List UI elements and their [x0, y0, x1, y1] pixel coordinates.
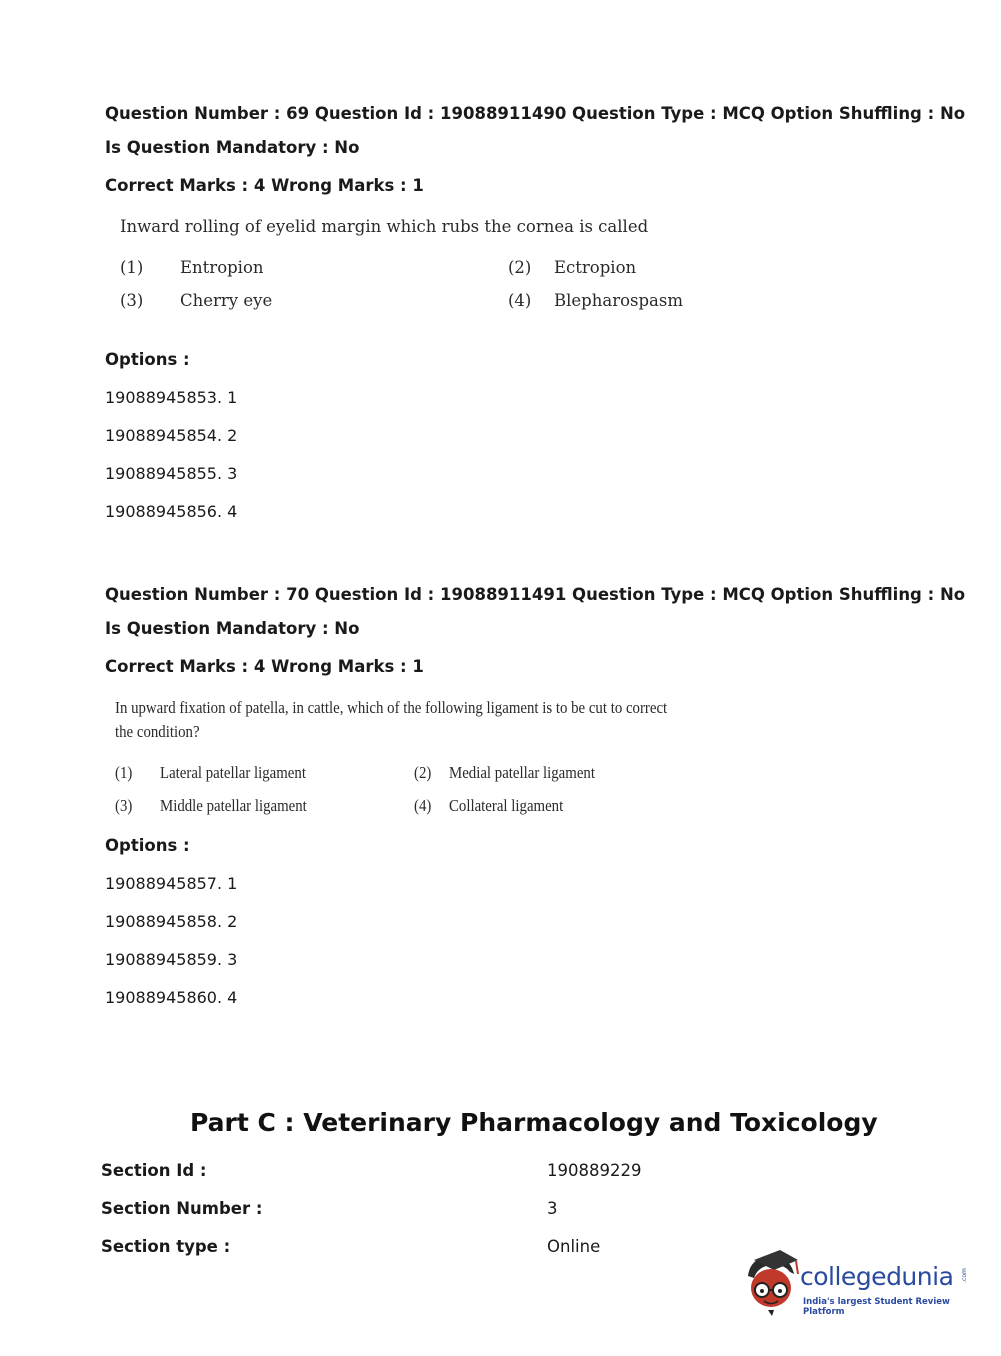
- q69-options-label: Options :: [105, 350, 190, 369]
- q69-choice-num: (3): [120, 291, 144, 310]
- q70-choice-text: Medial patellar ligament: [449, 763, 595, 782]
- q69-choice-text: Blepharospasm: [554, 291, 683, 310]
- q70-choice-num: (1): [115, 763, 133, 782]
- q69-option: 19088945853. 1: [105, 388, 238, 407]
- section-id-value: 190889229: [547, 1161, 642, 1180]
- q69-choice-num: (2): [508, 258, 532, 277]
- q70-option: 19088945858. 2: [105, 912, 238, 931]
- section-number-label: Section Number :: [101, 1199, 263, 1218]
- q70-question-line2: the condition?: [115, 722, 200, 741]
- q69-choice-text: Ectropion: [554, 258, 637, 277]
- q70-marks: Correct Marks : 4 Wrong Marks : 1: [105, 657, 424, 676]
- q70-choice-num: (3): [115, 796, 133, 815]
- q70-meta-line1: Question Number : 70 Question Id : 19088911491 Question Type : MCQ Option Shuffling : No: [105, 585, 966, 604]
- q70-option: 19088945857. 1: [105, 874, 238, 893]
- q69-choice-num: (1): [120, 258, 144, 277]
- section-type-value: Online: [547, 1237, 601, 1256]
- logo-dotcom-text: .com: [960, 1268, 968, 1283]
- q70-choice-text: Lateral patellar ligament: [160, 763, 306, 782]
- q70-option: 19088945859. 3: [105, 950, 238, 969]
- logo-brand-text: collegedunia: [800, 1262, 954, 1291]
- section-id-label: Section Id :: [101, 1161, 207, 1180]
- q69-question-text: Inward rolling of eyelid margin which rubs the cornea is called: [120, 217, 649, 236]
- q70-choice-text: Collateral ligament: [449, 796, 564, 815]
- q69-meta-line2: Is Question Mandatory : No: [105, 138, 360, 157]
- q70-choice-num: (4): [414, 796, 432, 815]
- q69-choice-text: Entropion: [180, 258, 264, 277]
- logo-tagline: India's largest Student Review Platform: [803, 1297, 950, 1317]
- collegedunia-logo: [740, 1250, 970, 1320]
- section-type-label: Section type :: [101, 1237, 231, 1256]
- mascot-icon: [740, 1250, 802, 1316]
- q69-meta-line1: Question Number : 69 Question Id : 19088911490 Question Type : MCQ Option Shuffling : No: [105, 104, 966, 123]
- q69-option: 19088945856. 4: [105, 502, 238, 521]
- q70-question-line1: In upward fixation of patella, in cattle, which of the following ligament is to be cut to correct: [115, 698, 668, 717]
- q69-choice-num: (4): [508, 291, 532, 310]
- q70-choice-num: (2): [414, 763, 432, 782]
- part-title: Part C : Veterinary Pharmacology and Toxicology: [190, 1108, 878, 1137]
- q69-option: 19088945855. 3: [105, 464, 238, 483]
- q70-meta-line2: Is Question Mandatory : No: [105, 619, 360, 638]
- section-number-value: 3: [547, 1199, 558, 1218]
- q69-choice-text: Cherry eye: [180, 291, 273, 310]
- q70-choice-text: Middle patellar ligament: [160, 796, 307, 815]
- q69-option: 19088945854. 2: [105, 426, 238, 445]
- q69-marks: Correct Marks : 4 Wrong Marks : 1: [105, 176, 424, 195]
- q70-options-label: Options :: [105, 836, 190, 855]
- q70-option: 19088945860. 4: [105, 988, 238, 1007]
